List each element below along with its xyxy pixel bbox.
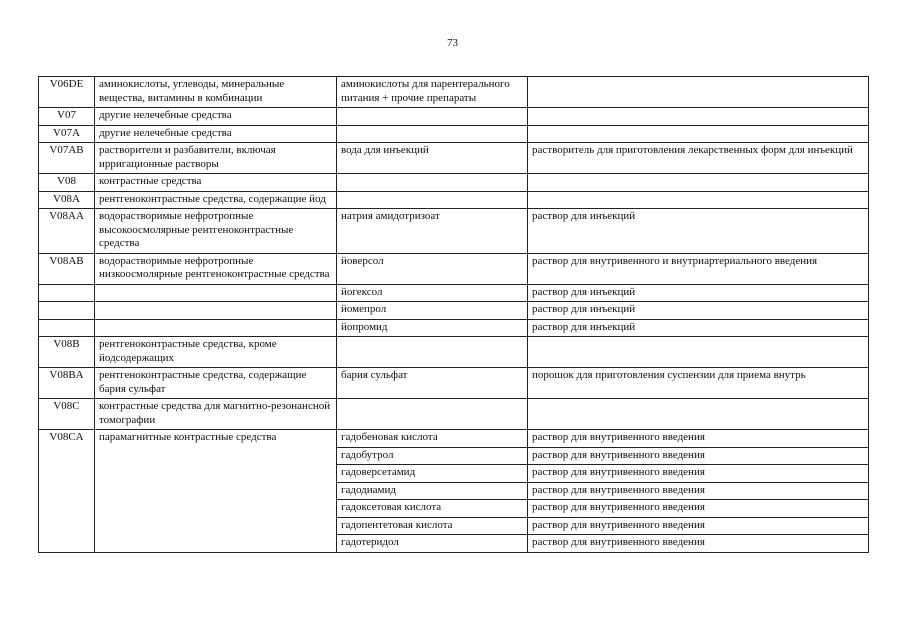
dosage-form-cell: раствор для внутривенного введения — [528, 447, 869, 465]
drug-name-cell: гадоксетовая кислота — [337, 500, 528, 518]
atc-group-cell: водорастворимые нефротропные высокоосмолярные рентгеноконтрастные средства — [95, 209, 337, 254]
dosage-form-cell: раствор для инъекций — [528, 284, 869, 302]
drug-name-cell: гадоверсетамид — [337, 465, 528, 483]
drug-name-cell: йопромид — [337, 319, 528, 337]
atc-group-cell: рентгеноконтрастные средства, содержащие бария сульфат — [95, 368, 337, 399]
atc-code-cell: V07AB — [39, 143, 95, 174]
dosage-form-cell: раствор для внутривенного и внутриартериального введения — [528, 253, 869, 284]
dosage-form-cell: раствор для внутривенного введения — [528, 500, 869, 518]
table-row — [39, 108, 869, 126]
dosage-form-cell: раствор для инъекций — [528, 209, 869, 254]
atc-code-cell — [39, 302, 95, 320]
dosage-form-cell: раствор для внутривенного введения — [528, 482, 869, 500]
drug-name-cell — [337, 337, 528, 368]
atc-group-cell: парамагнитные контрастные средства — [95, 430, 337, 553]
dosage-form-cell — [528, 125, 869, 143]
table-row — [39, 368, 869, 399]
drug-name-cell — [337, 108, 528, 126]
table-row — [39, 253, 869, 284]
drug-name-cell — [337, 174, 528, 192]
drug-name-cell: гадобеновая кислота — [337, 430, 528, 448]
atc-code-cell: V08CA — [39, 430, 95, 553]
drug-name-cell: гадодиамид — [337, 482, 528, 500]
atc-code-cell — [39, 319, 95, 337]
atc-code-cell: V07A — [39, 125, 95, 143]
table-row — [39, 125, 869, 143]
drug-name-cell — [337, 191, 528, 209]
dosage-form-cell: раствор для внутривенного введения — [528, 465, 869, 483]
atc-code-cell: V08AA — [39, 209, 95, 254]
atc-code-cell: V08A — [39, 191, 95, 209]
atc-code-cell: V06DE — [39, 77, 95, 108]
table-row — [39, 143, 869, 174]
table-row — [39, 191, 869, 209]
dosage-form-cell — [528, 108, 869, 126]
atc-group-cell: контрастные средства для магнитно-резонансной томографии — [95, 399, 337, 430]
dosage-form-cell: растворитель для приготовления лекарственных форм для инъекций — [528, 143, 869, 174]
atc-code-cell — [39, 284, 95, 302]
dosage-form-cell: раствор для внутривенного введения — [528, 535, 869, 553]
dosage-form-cell — [528, 191, 869, 209]
atc-code-cell: V08C — [39, 399, 95, 430]
atc-group-cell — [95, 284, 337, 302]
table-row — [39, 174, 869, 192]
dosage-form-cell: раствор для инъекций — [528, 319, 869, 337]
drug-name-cell: бария сульфат — [337, 368, 528, 399]
atc-group-cell: аминокислоты, углеводы, минеральные вещества, витамины в комбинации — [95, 77, 337, 108]
table-row — [39, 77, 869, 108]
table-row — [39, 337, 869, 368]
dosage-form-cell: порошок для приготовления суспензии для приема внутрь — [528, 368, 869, 399]
atc-group-cell: контрастные средства — [95, 174, 337, 192]
atc-group-cell: другие нелечебные средства — [95, 125, 337, 143]
atc-group-cell: растворители и разбавители, включая ирригационные растворы — [95, 143, 337, 174]
atc-code-cell: V08B — [39, 337, 95, 368]
table-row — [39, 284, 869, 302]
drug-name-cell: йогексол — [337, 284, 528, 302]
drug-name-cell — [337, 125, 528, 143]
drug-name-cell: гадопентетовая кислота — [337, 517, 528, 535]
table-row — [39, 319, 869, 337]
drug-name-cell: йомепрол — [337, 302, 528, 320]
atc-code-cell: V08 — [39, 174, 95, 192]
drug-name-cell: аминокислоты для парентерального питания + прочие препараты — [337, 77, 528, 108]
dosage-form-cell: раствор для инъекций — [528, 302, 869, 320]
atc-group-cell: другие нелечебные средства — [95, 108, 337, 126]
drug-name-cell: гадобутрол — [337, 447, 528, 465]
dosage-form-cell: раствор для внутривенного введения — [528, 517, 869, 535]
dosage-form-cell — [528, 77, 869, 108]
atc-code-cell: V08AB — [39, 253, 95, 284]
drug-name-cell: вода для инъекций — [337, 143, 528, 174]
dosage-form-cell — [528, 337, 869, 368]
table-row — [39, 209, 869, 254]
dosage-form-cell — [528, 174, 869, 192]
atc-code-cell: V07 — [39, 108, 95, 126]
table-body — [39, 77, 869, 553]
table-row — [39, 399, 869, 430]
dosage-form-cell: раствор для внутривенного введения — [528, 430, 869, 448]
table-row — [39, 430, 869, 448]
atc-code-cell: V08BA — [39, 368, 95, 399]
drug-name-cell: гадотеридол — [337, 535, 528, 553]
drug-name-cell — [337, 399, 528, 430]
page-number: 73 — [447, 37, 458, 49]
drug-name-cell: йоверсол — [337, 253, 528, 284]
atc-group-cell: рентгеноконтрастные средства, кроме йодсодержащих — [95, 337, 337, 368]
atc-group-cell — [95, 319, 337, 337]
dosage-form-cell — [528, 399, 869, 430]
atc-group-cell: водорастворимые нефротропные низкоосмолярные рентгеноконтрастные средства — [95, 253, 337, 284]
drug-name-cell: натрия амидотризоат — [337, 209, 528, 254]
atc-group-cell — [95, 302, 337, 320]
drug-classification-table — [38, 76, 869, 553]
table-row — [39, 302, 869, 320]
atc-group-cell: рентгеноконтрастные средства, содержащие йод — [95, 191, 337, 209]
